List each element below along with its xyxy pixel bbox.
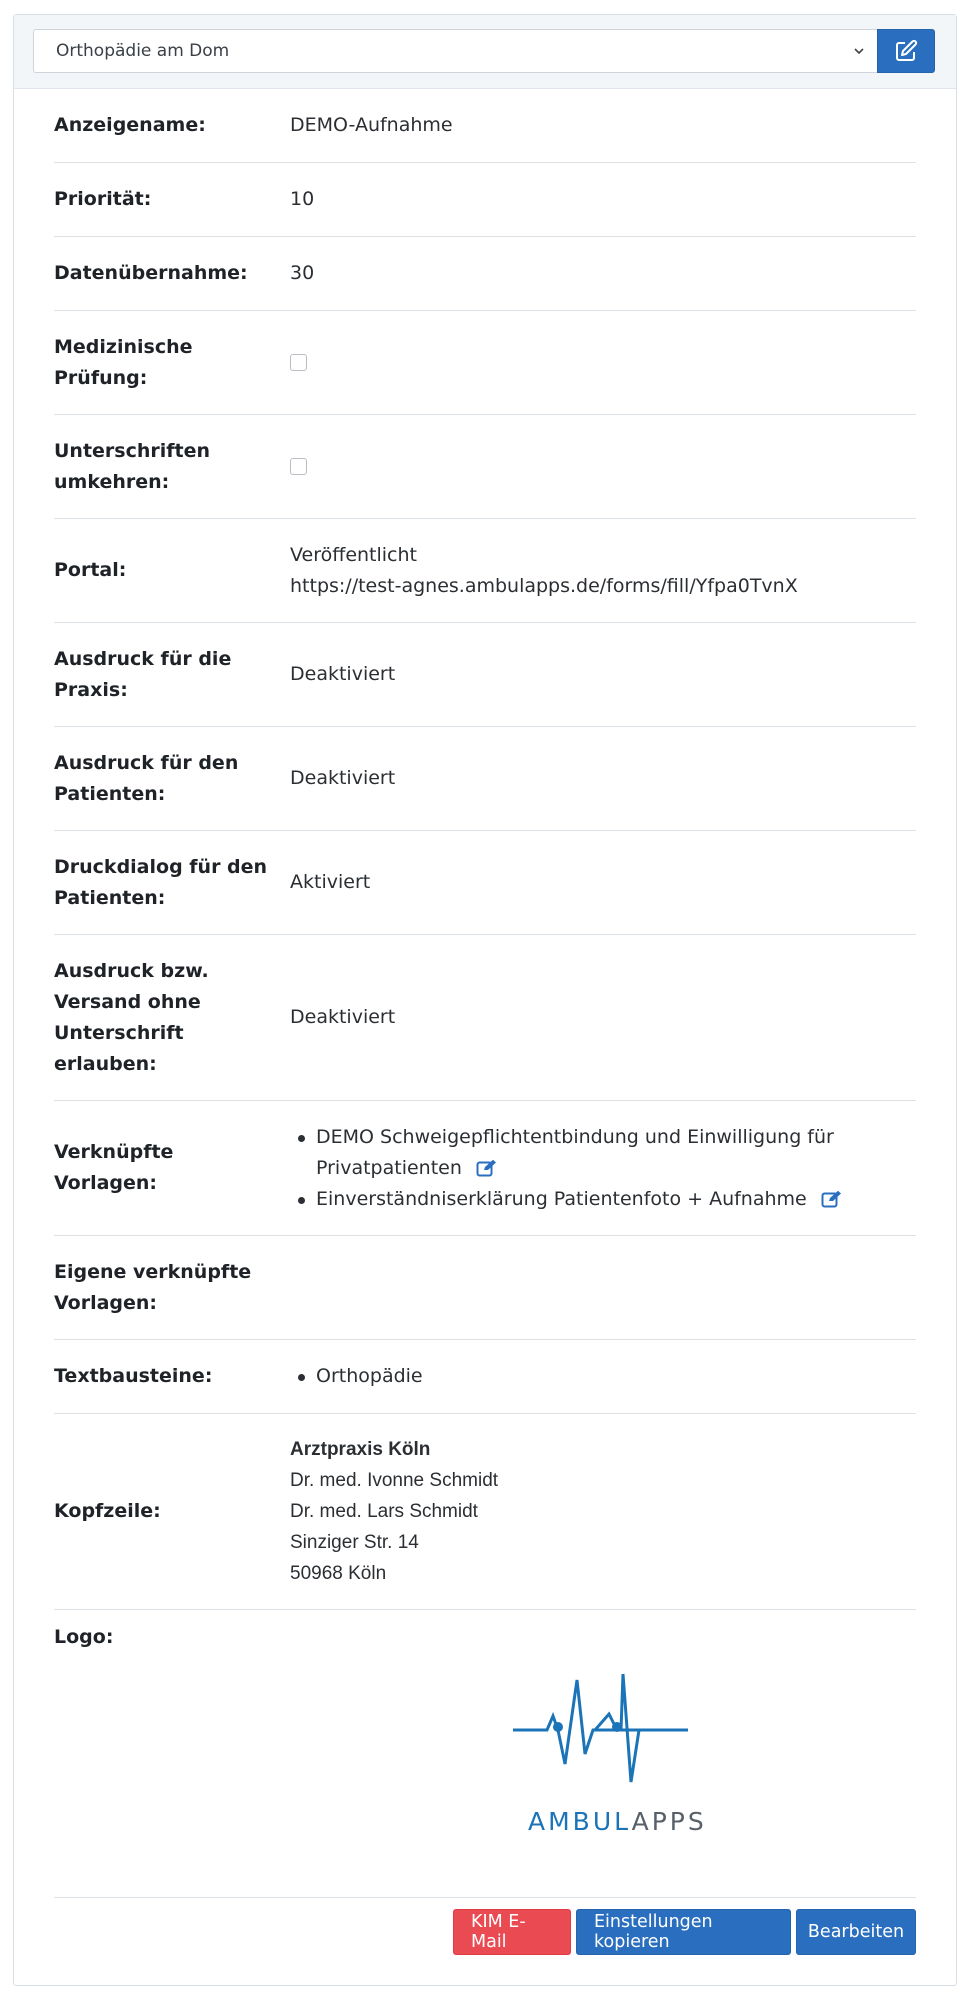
label-line: Praxis: (54, 678, 128, 701)
label-line: Ausdruck für den (54, 751, 239, 774)
row-datenuebernahme (54, 237, 916, 311)
unterschriften-umkehren-checkbox[interactable] (290, 458, 307, 475)
label-ohne-unterschrift (54, 956, 290, 1080)
logo-text-part: AMBUL (528, 1807, 632, 1836)
label-line: Unterschriften (54, 439, 211, 462)
kim-email-button[interactable]: KIM E-Mail (453, 1909, 571, 1955)
label-line: erlauben: (54, 1052, 157, 1075)
template-name: DEMO Schweigepflichtentbindung und Einwilligung für (316, 1125, 834, 1148)
label-line: Druckdialog für den (54, 855, 268, 878)
label-line: Prüfung: (54, 366, 148, 389)
portal-status: Veröffentlicht (290, 543, 417, 566)
logo-text-part: APPS (631, 1807, 707, 1836)
row-portal (54, 519, 916, 623)
label-line: umkehren: (54, 470, 170, 493)
label-line: Unterschrift (54, 1021, 184, 1044)
label-medizinische-pruefung (54, 332, 290, 394)
row-druckdialog (54, 831, 916, 935)
template-name: Einverständniserklärung Patientenfoto + Aufnahme (316, 1187, 807, 1210)
label-line: Ausdruck für die (54, 647, 232, 670)
label-line: Vorlagen: (54, 1172, 158, 1194)
value-logo (290, 1610, 916, 1898)
value-portal (290, 540, 916, 602)
edit-template-icon[interactable] (476, 1159, 498, 1177)
label-line: Patienten: (54, 886, 166, 909)
heartbeat-logo-icon (513, 1654, 688, 1794)
kopfzeile-line: Dr. med. Ivonne Schmidt (290, 1470, 499, 1491)
template-name: Privatpatienten (316, 1156, 462, 1179)
logo-wordmark (528, 1806, 707, 1837)
value-anzeigename: DEMO-Aufnahme (290, 114, 453, 136)
edit-template-icon[interactable] (821, 1190, 843, 1208)
location-select[interactable] (33, 29, 877, 73)
row-unterschriften-umkehren (54, 415, 916, 519)
list-item (290, 1184, 916, 1215)
value-ausdruck-praxis: Deaktiviert (290, 663, 396, 685)
row-ausdruck-praxis (54, 623, 916, 727)
label-eigene-vorlagen (54, 1257, 290, 1319)
row-verknuepfte-vorlagen (54, 1101, 916, 1236)
details-list (54, 89, 916, 1898)
label-line: Ausdruck bzw. (54, 959, 209, 982)
label-line: Patienten: (54, 782, 166, 805)
form-settings-card (13, 14, 957, 1986)
label-line: Eigene verknüpfte (54, 1260, 252, 1283)
label-line: Medizinische (54, 335, 193, 358)
label-druckdialog (54, 852, 290, 914)
chevron-down-icon (853, 45, 865, 57)
value-prioritaet: 10 (290, 188, 315, 210)
label-line: Vorlagen: (54, 1291, 158, 1314)
value-textbausteine (290, 1361, 916, 1392)
kopfzeile-line: Dr. med. Lars Schmidt (290, 1501, 478, 1522)
row-eigene-vorlagen (54, 1236, 916, 1340)
row-ohne-unterschrift (54, 935, 916, 1101)
label-textbausteine: Textbausteine: (54, 1365, 213, 1387)
row-ausdruck-patienten (54, 727, 916, 831)
location-select-value: Orthopädie am Dom (56, 41, 230, 61)
kopfzeile-line: Arztpraxis Köln (290, 1439, 431, 1460)
label-verknuepfte-vorlagen (54, 1137, 290, 1199)
row-kopfzeile (54, 1414, 916, 1610)
label-portal: Portal: (54, 559, 127, 581)
medizinische-pruefung-checkbox[interactable] (290, 354, 307, 371)
kopfzeile-line: Sinziger Str. 14 (290, 1532, 419, 1553)
row-logo (54, 1610, 916, 1898)
list-item (290, 1122, 916, 1184)
value-druckdialog: Aktiviert (290, 871, 371, 893)
value-ausdruck-patienten: Deaktiviert (290, 767, 396, 789)
row-anzeigename (54, 89, 916, 163)
portal-url: https://test-agnes.ambulapps.de/forms/fill/Yfpa0TvnX (290, 574, 798, 597)
label-ausdruck-praxis (54, 644, 290, 706)
label-anzeigename: Anzeigename: (54, 114, 206, 136)
value-ohne-unterschrift: Deaktiviert (290, 1006, 396, 1028)
list-item: Orthopädie (290, 1361, 916, 1392)
label-line: Verknüpfte (54, 1141, 174, 1163)
row-medizinische-pruefung (54, 311, 916, 415)
edit-icon (894, 39, 918, 63)
label-unterschriften-umkehren (54, 436, 290, 498)
label-prioritaet: Priorität: (54, 188, 152, 210)
label-ausdruck-patienten (54, 748, 290, 810)
label-kopfzeile: Kopfzeile: (54, 1500, 161, 1522)
value-datenuebernahme: 30 (290, 262, 315, 284)
kopfzeile-line: 50968 Köln (290, 1563, 387, 1584)
row-textbausteine (54, 1340, 916, 1414)
copy-settings-button[interactable]: Einstellungen kopieren (576, 1909, 791, 1955)
logo (290, 1610, 916, 1898)
edit-location-button[interactable] (877, 29, 935, 73)
row-prioritaet (54, 163, 916, 237)
card-header (14, 15, 956, 89)
edit-button[interactable]: Bearbeiten (796, 1909, 916, 1955)
action-bar (54, 1909, 916, 1955)
value-kopfzeile (290, 1434, 916, 1589)
value-verknuepfte-vorlagen (290, 1122, 916, 1215)
label-datenuebernahme: Datenübernahme: (54, 262, 248, 284)
label-logo: Logo: (54, 1626, 114, 1648)
label-line: Versand ohne (54, 990, 201, 1013)
